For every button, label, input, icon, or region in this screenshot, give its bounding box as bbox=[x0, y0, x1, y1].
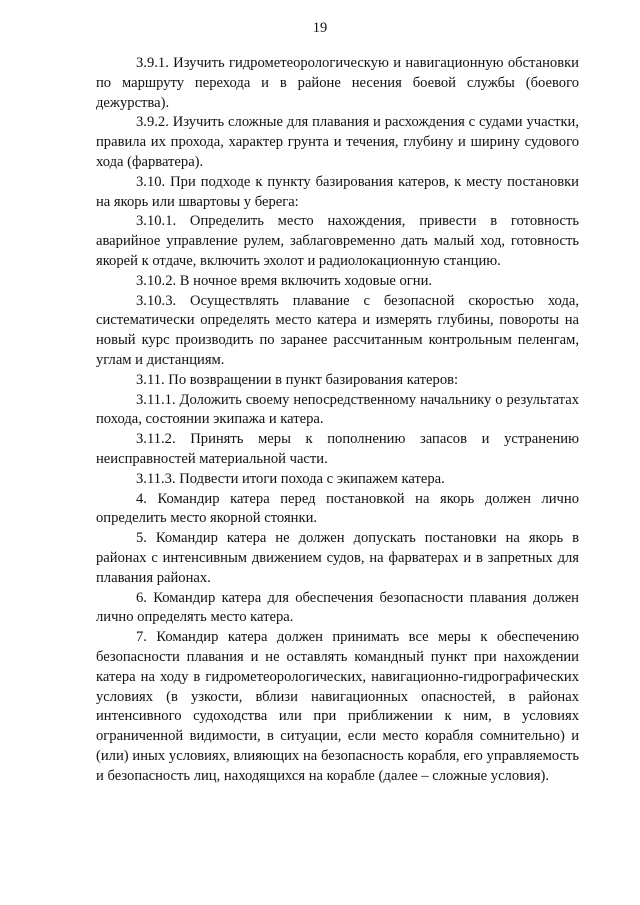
paragraph-3-10: 3.10. При подходе к пункту базирования катеров, к месту постановки на якорь или швартовы у берега: bbox=[96, 173, 579, 210]
page-number: 19 bbox=[312, 20, 328, 36]
paragraph-3-10-3: 3.10.3. Осуществлять плавание с безопасной скоростью хода, систематически определять место катера и измерять глубины, повороты на новый курс производить по заранее рассчитанным контрольным пеленгам, углам и дистанциям. bbox=[96, 292, 579, 368]
paragraph-3-10-1: 3.10.1. Определить место нахождения, привести в готовность аварийное управление рулем, заблаговременно дать малый ход, готовность якорей к отдаче, включить эхолот и радиолокационную станцию. bbox=[96, 213, 579, 269]
paragraph-5: 5. Командир катера не должен допускать постановки на якорь в районах с интенсивным движением судов, на фарватерах и в запретных для плавания районах. bbox=[96, 530, 579, 586]
paragraph-3-11-3: 3.11.3. Подвести итоги похода с экипажем катера. bbox=[136, 470, 445, 487]
paragraph-7: 7. Командир катера должен принимать все меры к обеспечению безопасности плавания и не оставлять командный пункт при нахождении катера на ходу в гидрометеорологических, навигационно-гидрографических условиях (в узкости, вблизи навигационных опасностей, в районах интенсивного судоходства или при приближении к ним, в условиях ограниченной видимости, в ситуации, если место корабля сомнительно) и (или) иных условиях, влияющих на безопасность корабля, его управляемость и безопасность лиц, находящихся на корабле (далее – сложные условия). bbox=[96, 629, 579, 784]
paragraph-4: 4. Командир катера перед постановкой на якорь должен лично определить место якорной стоянки. bbox=[96, 490, 579, 527]
paragraph-6: 6. Командир катера для обеспечения безопасности плавания должен лично определять место катера. bbox=[96, 589, 579, 626]
paragraph-3-11-2: 3.11.2. Принять меры к пополнению запасов и устранению неисправностей материальной части. bbox=[96, 431, 579, 467]
paragraph-3-11-1: 3.11.1. Доложить своему непосредственному начальнику о результатах похода, состоянии экипажа и катера. bbox=[96, 391, 579, 428]
paragraph-3-9-1: 3.9.1. Изучить гидрометеорологическую и навигационную обстановки по маршруту перехода и в районе несения боевой службы (боевого дежурства). bbox=[96, 55, 579, 111]
document-body bbox=[96, 54, 579, 786]
paragraph-3-9-2: 3.9.2. Изучить сложные для плавания и расхождения с судами участки, правила их прохода, характер грунта и течения, глубину и ширину судового хода (фарватера). bbox=[96, 114, 579, 170]
paragraph-3-11: 3.11. По возвращении в пункт базирования катеров: bbox=[136, 371, 459, 388]
paragraph-3-10-2: 3.10.2. В ночное время включить ходовые огни. bbox=[136, 272, 433, 289]
